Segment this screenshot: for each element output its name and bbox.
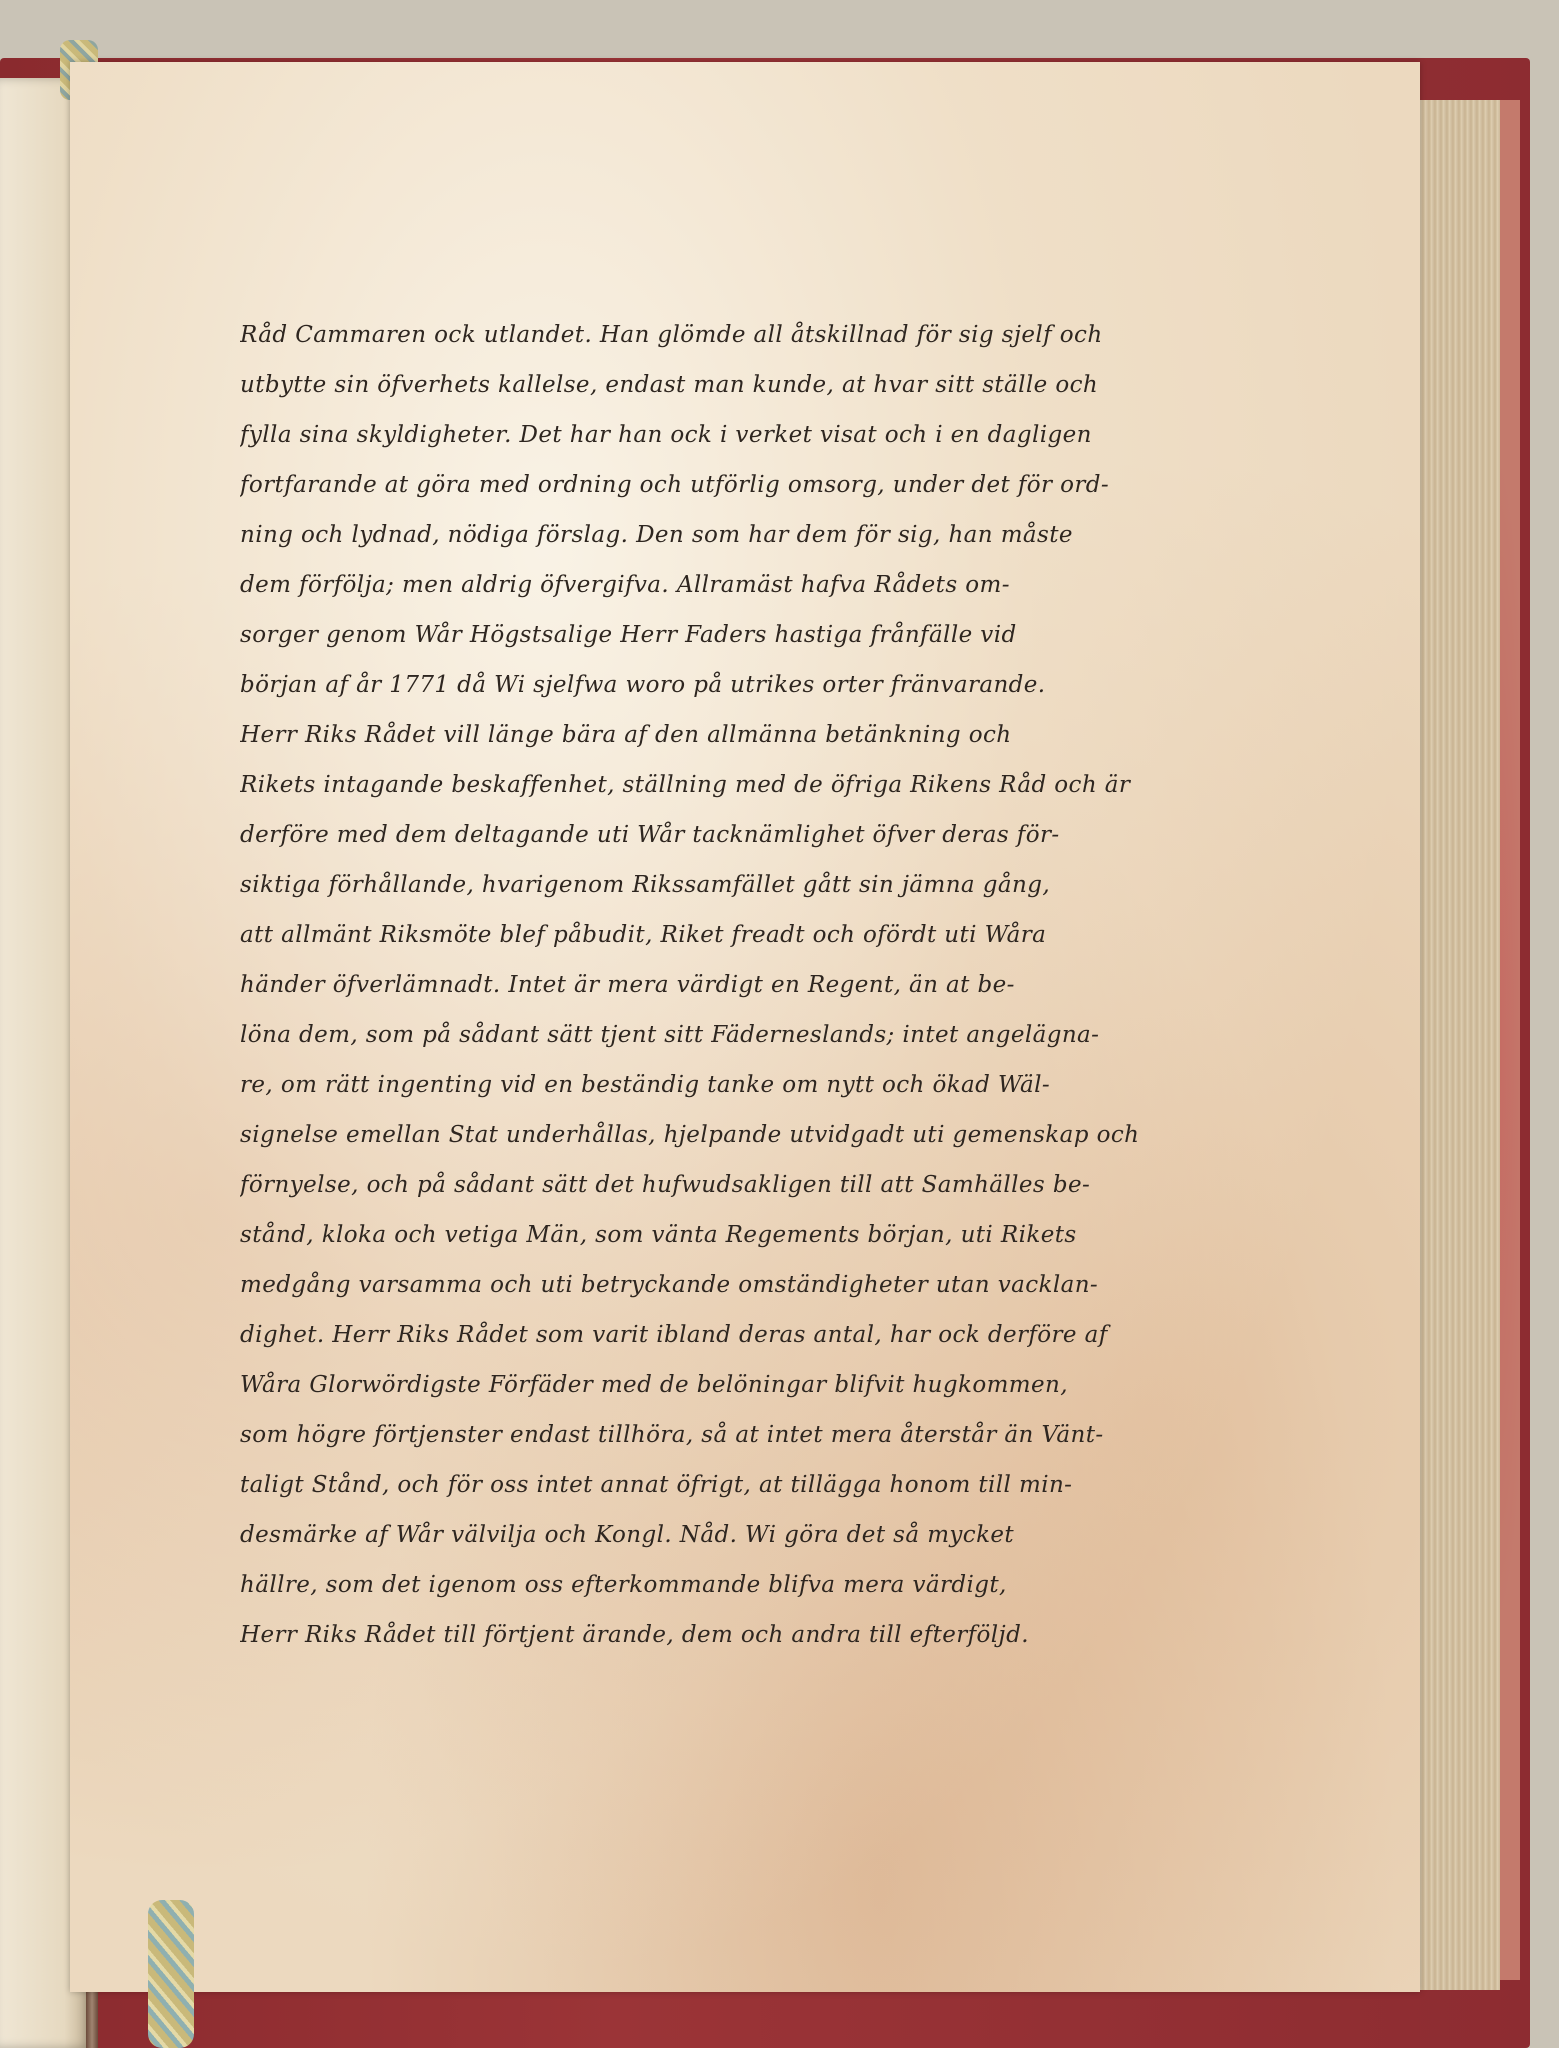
text-line: som högre förtjenster endast tillhöra, så at intet mera återstår än Vänt- (240, 1422, 1104, 1448)
text-line: dem förfölja; men aldrig öfvergifva. Allramäst hafva Rådets om- (240, 572, 1010, 598)
text-line: Råd Cammaren ock utlandet. Han glömde all åtskillnad för sig sjelf och (240, 322, 1103, 348)
text-line: sorger genom Wår Högstsalige Herr Faders hastiga frånfälle vid (240, 622, 1017, 648)
text-line: hällre, som det igenom oss efterkommande blifva mera värdigt, (240, 1572, 1007, 1598)
bookmark-tassel-bottom (148, 1900, 194, 2048)
text-line: stånd, kloka och vetiga Män, som vänta Regements början, uti Rikets (240, 1222, 1077, 1248)
text-line: taligt Stånd, och för oss intet annat öfrigt, at tillägga honom till min- (240, 1472, 1073, 1498)
text-line: derföre med dem deltagande uti Wår tacknämlighet öfver deras för- (240, 822, 1060, 848)
text-line: händer öfverlämnadt. Intet är mera värdigt en Regent, än at be- (240, 972, 1015, 998)
text-line: löna dem, som på sådant sätt tjent sitt Fäderneslands; intet angelägna- (240, 1022, 1100, 1048)
handwritten-text (240, 310, 1250, 1660)
text-line: Wåra Glorwördigste Förfäder med de belöningar blifvit hugkommen, (240, 1372, 1068, 1398)
text-line: början af år 1771 då Wi sjelfwa woro på utrikes orter fränvarande. (240, 672, 1046, 698)
text-line: fylla sina skyldigheter. Det har han ock i verket visat och i en dagligen (240, 422, 1092, 448)
text-line: Rikets intagande beskaffenhet, ställning med de öfriga Rikens Råd och är (240, 772, 1131, 798)
text-line: fortfarande at göra med ordning och utförlig omsorg, under det för ord- (240, 472, 1110, 498)
text-line: ning och lydnad, nödiga förslag. Den som har dem för sig, han måste (240, 522, 1073, 548)
text-line: signelse emellan Stat underhållas, hjelpande utvidgadt uti gemenskap och (240, 1122, 1140, 1148)
text-line: Herr Riks Rådet vill länge bära af den allmänna betänkning och (240, 722, 1012, 748)
page-edges (1420, 100, 1500, 1990)
text-line: dighet. Herr Riks Rådet som varit ibland deras antal, har ock derföre af (240, 1322, 1108, 1348)
text-line: re, om rätt ingenting vid en beständig tanke om nytt och ökad Wäl- (240, 1072, 1051, 1098)
text-line: förnyelse, och på sådant sätt det hufwudsakligen till att Samhälles be- (240, 1172, 1091, 1198)
text-line: Herr Riks Rådet till förtjent ärande, dem och andra till efterföljd. (240, 1622, 1029, 1648)
text-line: siktiga förhållande, hvarigenom Rikssamfället gått sin jämna gång, (240, 872, 1051, 898)
text-line: att allmänt Riksmöte blef påbudit, Riket freadt och ofördt uti Wåra (240, 922, 1047, 948)
text-line: utbytte sin öfverhets kallelse, endast man kunde, at hvar sitt ställe och (240, 372, 1099, 398)
text-line: medgång varsamma och uti betryckande omständigheter utan vacklan- (240, 1272, 1099, 1298)
text-line: desmärke af Wår välvilja och Kongl. Nåd. Wi göra det så mycket (240, 1522, 1015, 1548)
